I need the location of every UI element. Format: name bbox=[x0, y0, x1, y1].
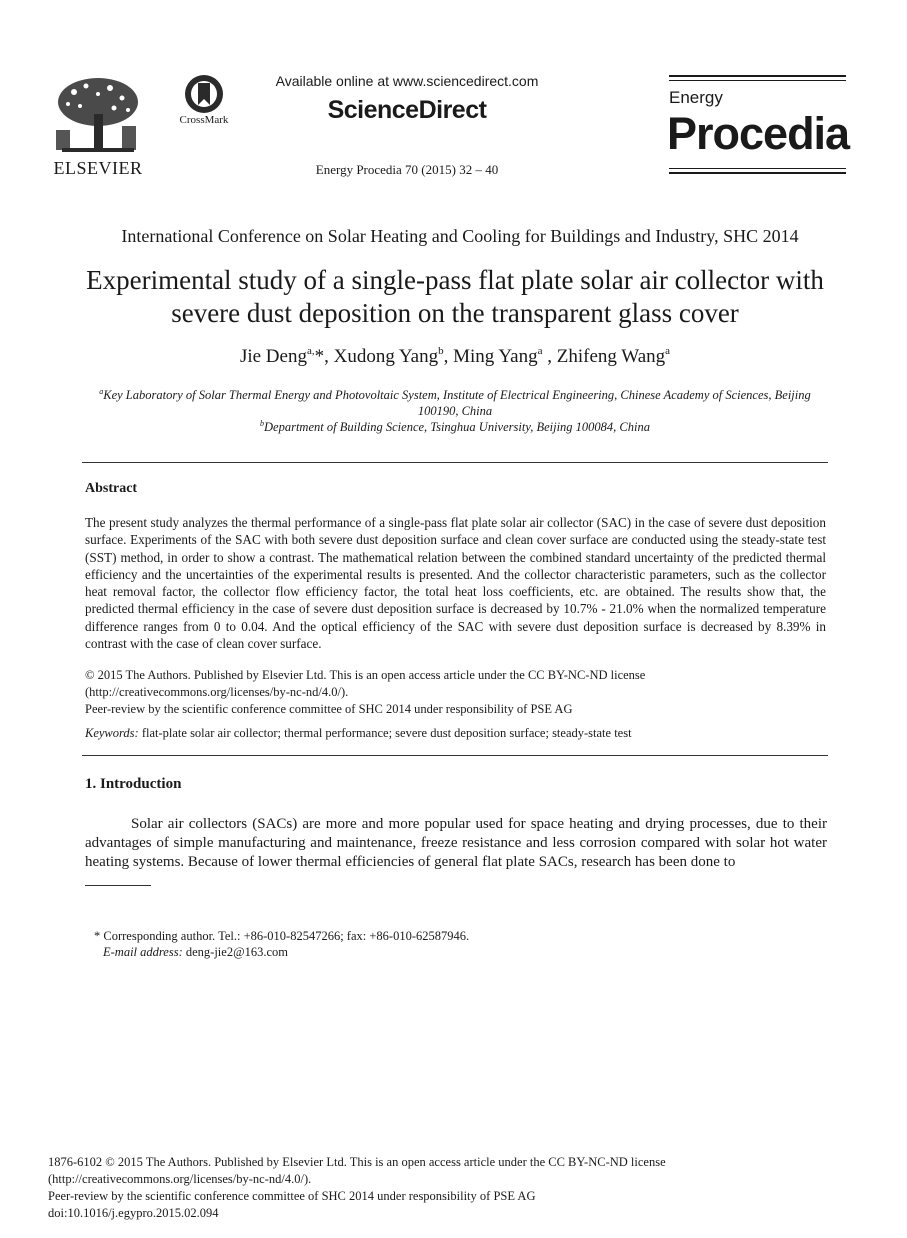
section-divider bbox=[82, 755, 828, 756]
author-name[interactable]: Zhifeng Wang bbox=[556, 346, 666, 367]
crossmark-badge[interactable] bbox=[172, 74, 236, 134]
author-affiliation-mark: a bbox=[537, 345, 543, 357]
email-label: E-mail address: bbox=[103, 945, 183, 959]
sciencedirect-logo: ScienceDirect bbox=[327, 96, 487, 124]
affiliation-mark: b bbox=[260, 419, 265, 428]
elsevier-tree-icon bbox=[52, 74, 144, 156]
corresponding-author-footnote: * Corresponding author. Tel.: +86-010-82547266; fax: +86-010-62587946. bbox=[94, 929, 470, 943]
section-heading: 1. Introduction bbox=[85, 776, 182, 792]
corresponding-mark: * bbox=[314, 346, 325, 367]
footnote-divider bbox=[85, 885, 151, 886]
author-separator: , bbox=[542, 346, 557, 367]
crossmark-icon bbox=[182, 74, 226, 114]
keywords-label: Keywords: bbox=[85, 726, 139, 740]
journal-logo-rule bbox=[669, 80, 846, 81]
affiliation-mark: a bbox=[99, 387, 104, 396]
affiliation-b bbox=[90, 416, 820, 435]
elsevier-logo bbox=[50, 74, 146, 178]
author-affiliation-mark: a, bbox=[306, 345, 315, 357]
journal-logo-rule bbox=[669, 172, 846, 174]
author-separator: , bbox=[324, 346, 334, 367]
crossmark-label: CrossMark bbox=[179, 114, 229, 126]
keywords bbox=[85, 725, 826, 742]
author-name[interactable]: Jie Deng bbox=[239, 346, 307, 367]
journal-logo-energy: Energy bbox=[669, 88, 723, 107]
doi-link[interactable]: doi:10.1016/j.egypro.2015.02.094 bbox=[48, 1206, 219, 1220]
introduction-body: Solar air collectors (SACs) are more and more popular used for space heating and drying processes, due to their advantages of simple manufacturing and maintenance, freeze resistance and less corrosion compared with solar hot water heating systems. Because of lower thermal efficiencies of general flat plate SACs, research has been done to bbox=[85, 816, 827, 870]
email-link[interactable]: deng-jie2@163.com bbox=[182, 945, 288, 959]
journal-logo-rule bbox=[669, 168, 846, 169]
email-footnote bbox=[103, 944, 803, 961]
paper-title-line: Experimental study of a single-pass flat plate solar air collector with bbox=[86, 265, 824, 295]
license-link[interactable]: (http://creativecommons.org/licenses/by-nc-nd/4.0/). bbox=[48, 1172, 312, 1186]
author-list bbox=[40, 345, 870, 368]
affiliation-text: Key Laboratory of Solar Thermal Energy and Photovoltaic System, Institute of Electrical Engineering, Chinese Academy of Sciences, Beijing 100190, China bbox=[103, 388, 811, 418]
author-separator: , bbox=[443, 346, 454, 367]
peer-review-notice: Peer-review by the scientific conference committee of SHC 2014 under responsibility of PSE AG bbox=[85, 702, 573, 716]
paper-title bbox=[60, 264, 850, 330]
journal-reference: Energy Procedia 70 (2015) 32 – 40 bbox=[315, 162, 499, 177]
affiliation-a bbox=[90, 384, 820, 419]
license-link[interactable]: (http://creativecommons.org/licenses/by-nc-nd/4.0/). bbox=[85, 685, 349, 699]
peer-review-line: Peer-review by the scientific conference committee of SHC 2014 under responsibility of PSE AG bbox=[48, 1189, 536, 1203]
issn-footer bbox=[48, 1154, 828, 1222]
issn-line: 1876-6102 © 2015 The Authors. Published by Elsevier Ltd. This is an open access article under the CC BY-NC-ND license bbox=[48, 1155, 666, 1169]
copyright-notice bbox=[85, 667, 826, 701]
available-online-text: Available online at www.sciencedirect.com bbox=[275, 73, 539, 89]
journal-logo-rule bbox=[669, 75, 846, 77]
keywords-text: flat-plate solar air collector; thermal performance; severe dust deposition surface; steady-state test bbox=[138, 726, 632, 740]
abstract-body: The present study analyzes the thermal performance of a single-pass flat plate solar air collector (SAC) in the case of severe dust deposition surface. Experiments of the SAC with both severe dust deposition surface and clean cover surface are conducted using the steady-state test (SST) method, in order to show a contrast. The mathematical relation between the combined standard uncertainty of the predicted thermal efficiency and the uncertainties of the experimental results is presented. And the collector characteristic parameters, such as the collector heat removal factor, the collector flow efficiency factor, the total heat loss coefficients, etc. are obtained. The results show that, the predicted thermal efficiency in the case of severe dust deposition surface is decreased by 10.7% - 21.0% when the normalized temperature difference ranges from 0 to 0.04. And the optical efficiency of the SAC with severe dust deposition surface is decreased by 8.39% in contrast with the case of clean cover surface. bbox=[85, 515, 826, 652]
journal-logo-procedia: Procedia bbox=[667, 108, 850, 159]
abstract-heading: Abstract bbox=[85, 481, 138, 496]
conference-name: International Conference on Solar Heating and Cooling for Buildings and Industry, SHC 2014 bbox=[121, 226, 799, 246]
copyright-text: © 2015 The Authors. Published by Elsevier Ltd. This is an open access article under the CC BY-NC-ND license bbox=[85, 668, 646, 682]
author-name[interactable]: Ming Yang bbox=[453, 346, 538, 367]
elsevier-wordmark: ELSEVIER bbox=[53, 158, 143, 178]
author-name[interactable]: Xudong Yang bbox=[333, 346, 439, 367]
author-affiliation-mark: b bbox=[438, 345, 444, 357]
author-affiliation-mark: a bbox=[665, 345, 671, 357]
paper-title-line: severe dust deposition on the transparent glass cover bbox=[171, 298, 739, 328]
affiliation-text: Department of Building Science, Tsinghua University, Beijing 100084, China bbox=[264, 420, 650, 434]
section-divider bbox=[82, 462, 828, 463]
